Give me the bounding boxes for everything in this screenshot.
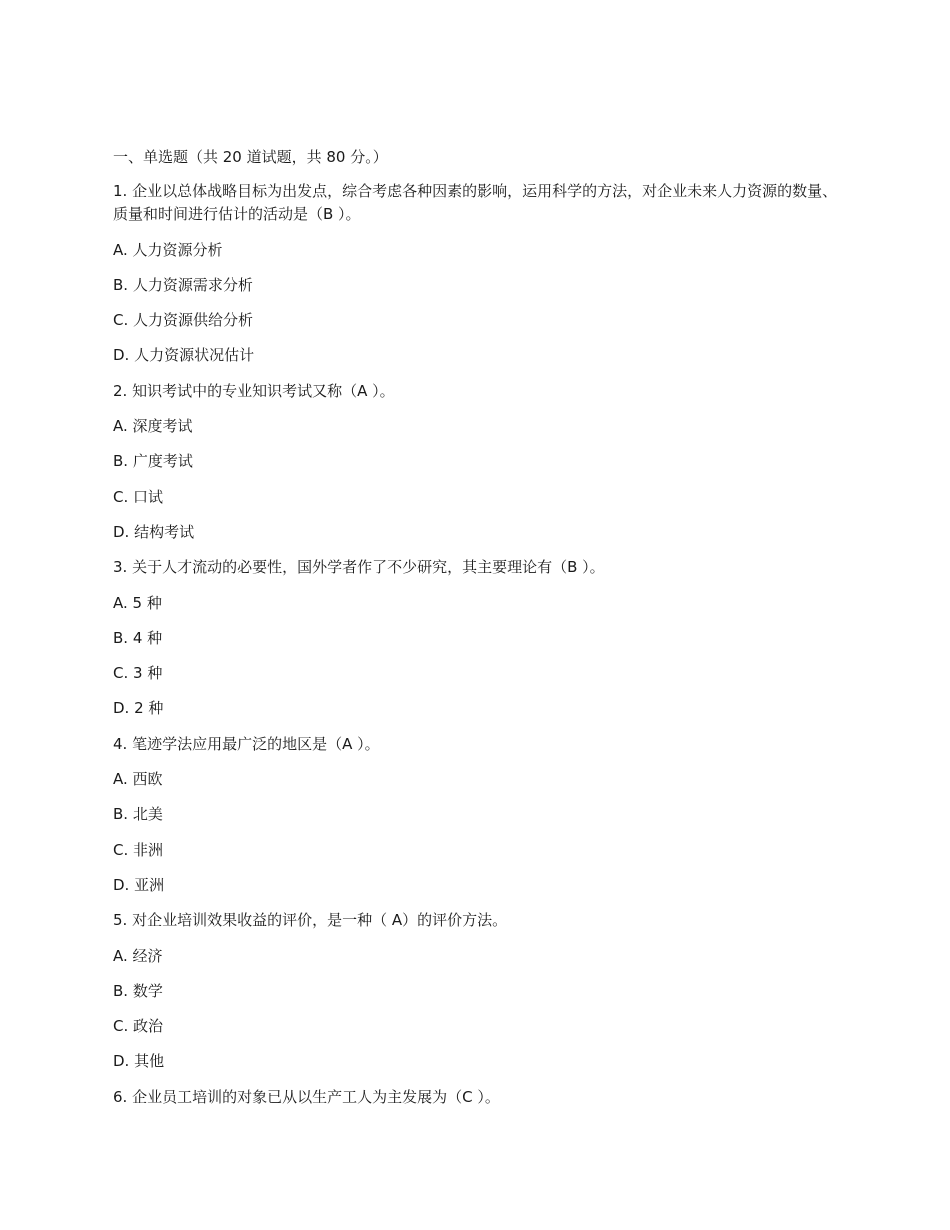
question-stem: 6. 企业员工培训的对象已从以生产工人为主发展为（C ）。 — [113, 1087, 500, 1106]
question-stem: 5. 对企业培训效果收益的评价，是一种（ A）的评价方法。 — [113, 911, 508, 930]
question-option: A. 经济 — [113, 946, 163, 965]
question-stem: 4. 笔迹学法应用最广泛的地区是（A ）。 — [113, 734, 380, 753]
question-option: C. 非洲 — [113, 840, 164, 859]
question-option: B. 4 种 — [113, 628, 163, 647]
question-option: D. 其他 — [113, 1052, 165, 1071]
document-content — [113, 145, 843, 1120]
question-option: A. 西欧 — [113, 770, 163, 789]
question-option: C. 3 种 — [113, 664, 163, 683]
question-stem: 3. 关于人才流动的必要性，国外学者作了不少研究，其主要理论有（B ）。 — [113, 558, 605, 577]
question-option: B. 人力资源需求分析 — [113, 275, 253, 294]
question-stem: 2. 知识考试中的专业知识考试又称（A ）。 — [113, 381, 395, 400]
question-stem: 1. 企业以总体战略目标为出发点，综合考虑各种因素的影响，运用科学的方法，对企业未来人力资源的数量、质量和时间进行估计的活动是（B ）。 — [113, 182, 838, 224]
question-option: B. 北美 — [113, 805, 163, 824]
question-option: D. 结构考试 — [113, 522, 195, 541]
question-option: C. 人力资源供给分析 — [113, 311, 254, 330]
question-option: A. 5 种 — [113, 593, 162, 612]
question-option: A. 人力资源分析 — [113, 240, 223, 259]
question-option: B. 广度考试 — [113, 452, 193, 471]
section-title: 一、单选题（共 20 道试题，共 80 分。） — [113, 148, 388, 166]
question-option: B. 数学 — [113, 981, 163, 1000]
question-option: C. 口试 — [113, 487, 164, 506]
question-option: C. 政治 — [113, 1017, 164, 1036]
question-option: A. 深度考试 — [113, 417, 193, 436]
question-option: D. 2 种 — [113, 699, 164, 718]
question-option: D. 亚洲 — [113, 875, 165, 894]
question-option: D. 人力资源状况估计 — [113, 346, 255, 365]
